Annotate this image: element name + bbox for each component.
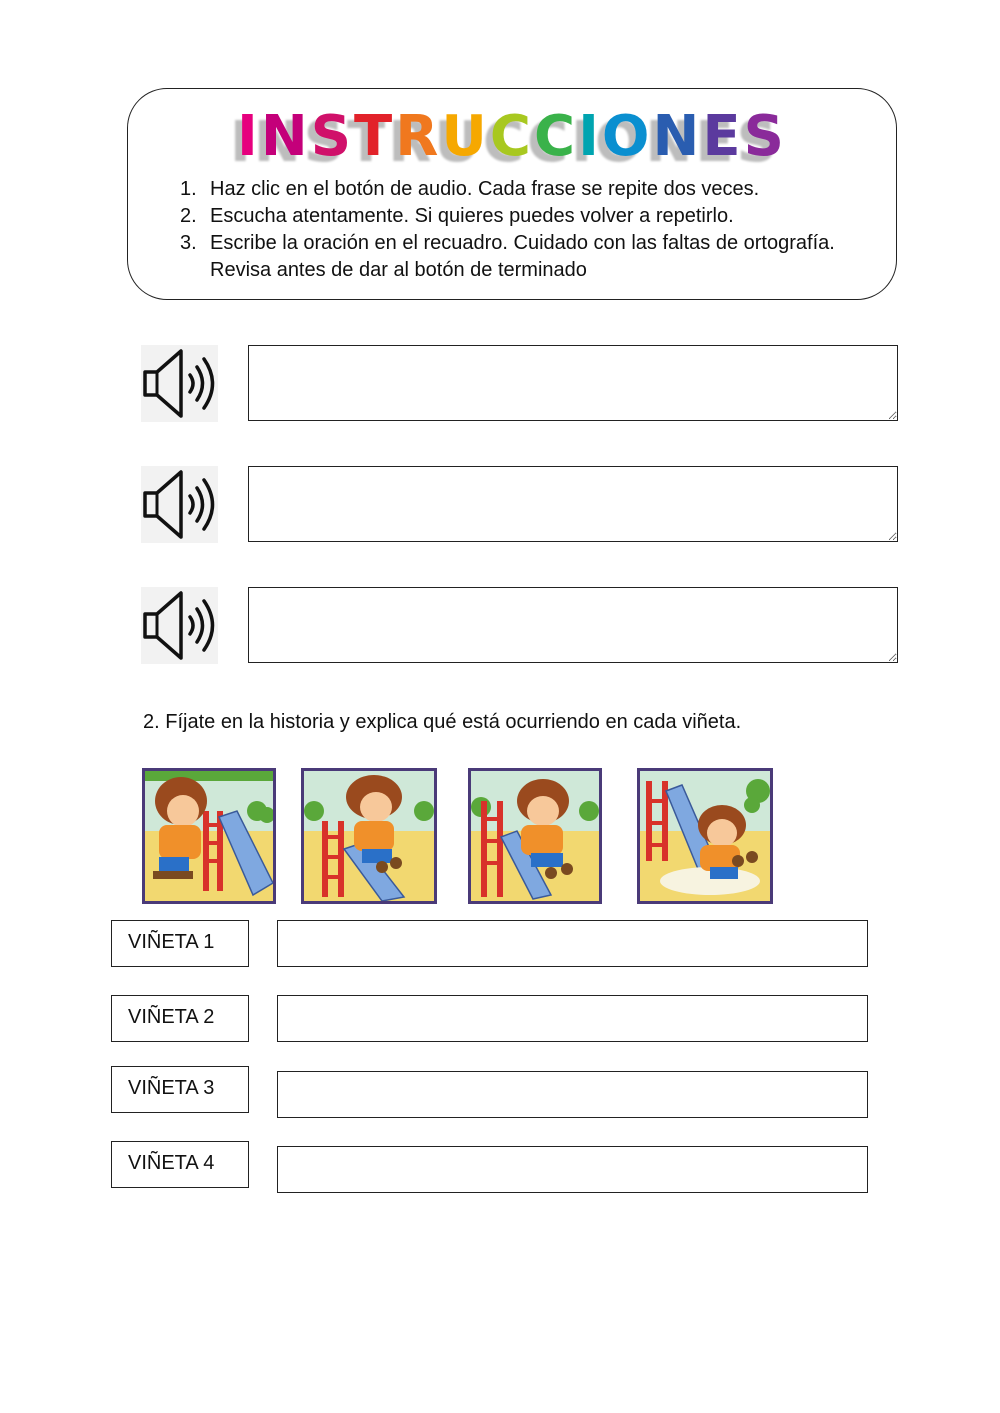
- title-letter: E: [702, 104, 744, 169]
- vineta-label-2: VIÑETA 2: [111, 995, 249, 1042]
- audio-row-3: [141, 587, 898, 664]
- vineta-input-1[interactable]: [277, 920, 868, 967]
- title-letter: O: [601, 104, 653, 169]
- audio-row-2: [141, 466, 898, 543]
- title-letter: N: [260, 104, 311, 169]
- title-letter: I: [236, 104, 261, 169]
- speaker-icon[interactable]: [141, 587, 218, 664]
- title-letter: N: [652, 104, 703, 169]
- title-letter: T: [354, 104, 396, 169]
- instruction-number: 2.: [180, 205, 197, 227]
- answer-field-1[interactable]: [248, 345, 898, 421]
- title-letter: U: [441, 104, 490, 169]
- comic-panel-4: [637, 768, 773, 904]
- comic-panel-3: [468, 768, 602, 904]
- comic-panel-2: [301, 768, 437, 904]
- vineta-input-3[interactable]: [277, 1071, 868, 1118]
- answer-field-3[interactable]: [248, 587, 898, 663]
- instruction-number: 1.: [180, 178, 197, 200]
- comic-panel-1: [142, 768, 276, 904]
- instruction-text: Haz clic en el botón de audio. Cada frase se repite dos veces.: [210, 178, 760, 200]
- title-letter: S: [743, 104, 788, 169]
- instructions-title: [128, 104, 896, 169]
- speaker-icon[interactable]: [141, 466, 218, 543]
- vineta-label-1: VIÑETA 1: [111, 920, 249, 967]
- vineta-input-4[interactable]: [277, 1146, 868, 1193]
- speaker-icon[interactable]: [141, 345, 218, 422]
- vineta-input-2[interactable]: [277, 995, 868, 1042]
- section2-heading: 2. Fíjate en la historia y explica qué está ocurriendo en cada viñeta.: [143, 711, 742, 733]
- vineta-label-3: VIÑETA 3: [111, 1066, 249, 1113]
- instruction-text: Escucha atentamente. Si quieres puedes volver a repetirlo.: [210, 205, 734, 227]
- instructions-box: [127, 88, 897, 300]
- answer-field-2[interactable]: [248, 466, 898, 542]
- title-letter: C: [489, 104, 534, 169]
- instructions-list: [180, 176, 880, 284]
- instruction-text: Escribe la oración en el recuadro. Cuidado con las faltas de ortografía. Revisa antes de dar al botón de terminado: [210, 232, 835, 281]
- audio-row-1: [141, 345, 898, 422]
- instruction-item: [180, 176, 880, 203]
- vineta-label-4: VIÑETA 4: [111, 1141, 249, 1188]
- instruction-item: [180, 230, 880, 284]
- instruction-item: [180, 203, 880, 230]
- title-letter: S: [310, 104, 355, 169]
- title-letter: I: [578, 104, 602, 169]
- title-letter: C: [533, 104, 579, 169]
- instruction-number: 3.: [180, 232, 197, 254]
- title-letter: R: [395, 104, 442, 169]
